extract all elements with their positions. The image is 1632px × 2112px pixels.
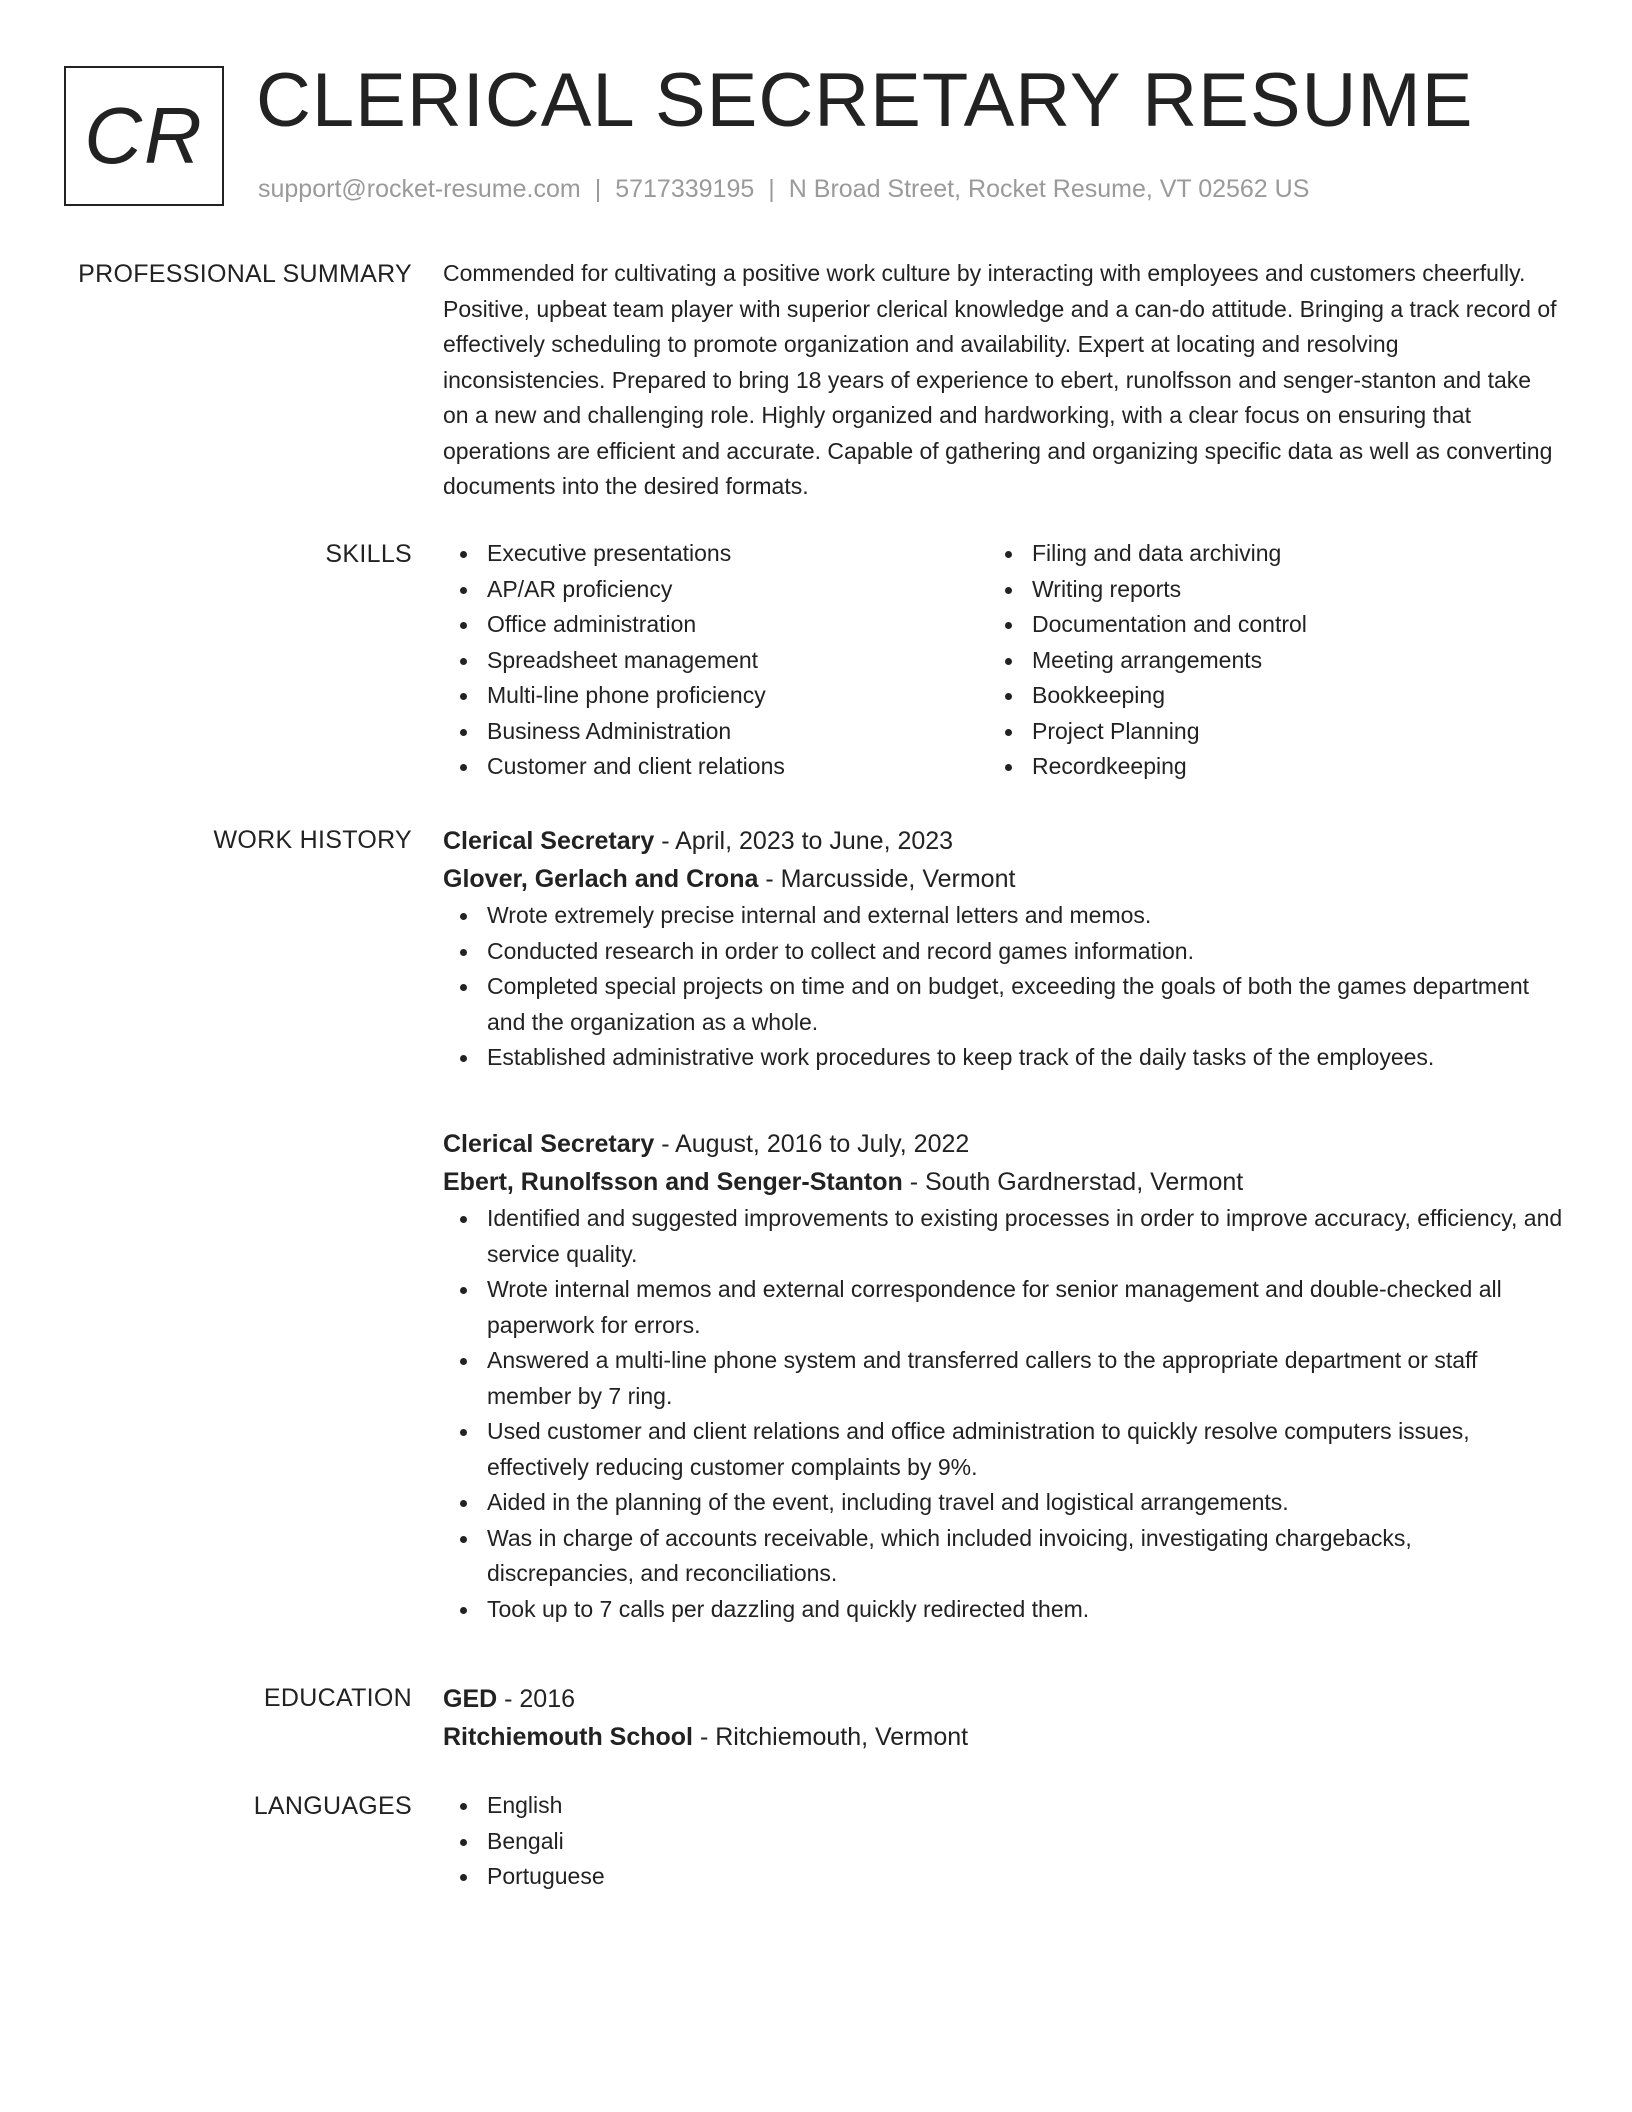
job-title: Clerical Secretary bbox=[443, 1130, 655, 1158]
contact-separator: | bbox=[768, 175, 775, 203]
job-entry bbox=[443, 1125, 1563, 1627]
skill-item: Recordkeeping bbox=[988, 749, 1533, 785]
job-title-line bbox=[443, 1125, 1563, 1163]
languages-body bbox=[443, 1788, 1563, 1895]
skill-item: Multi-line phone proficiency bbox=[443, 678, 988, 714]
skills-list bbox=[443, 536, 1563, 785]
job-location: - Marcusside, Vermont bbox=[758, 865, 1016, 893]
job-company: Glover, Gerlach and Crona bbox=[443, 865, 759, 893]
job-title-line bbox=[443, 822, 1563, 860]
skills-column-left bbox=[443, 536, 988, 785]
summary-text: Commended for cultivating a positive work culture by interacting with employees and customers cheerfully. Positive, upbeat team player with superior clerical knowledge and a can-do attitude. Bringing a track record of effectively scheduling to promote organization and availability. Expert at locating and resolving inconsistencies. Prepared to bring 18 years of experience to ebert, runolfsson and senger-stanton and take on a new and challenging role. Highly organized and hardworking, with a clear focus on ensuring that operations are efficient and accurate. Capable of gathering and organizing specific data as well as converting documents into the desired formats. bbox=[443, 260, 1557, 499]
languages-list bbox=[443, 1788, 1563, 1895]
job-dates: - April, 2023 to June, 2023 bbox=[654, 827, 954, 855]
languages-heading: LANGUAGES bbox=[253, 1792, 412, 1820]
contact-separator: | bbox=[594, 175, 602, 203]
job-duty: Identified and suggested improvements to existing processes in order to improve accuracy, efficiency, and service quality. bbox=[443, 1201, 1563, 1272]
education-school: Ritchiemouth School bbox=[443, 1723, 693, 1751]
skill-item: Documentation and control bbox=[988, 607, 1533, 643]
skill-item: Bookkeeping bbox=[988, 678, 1533, 714]
language-item: English bbox=[443, 1788, 1563, 1824]
summary-body bbox=[443, 256, 1563, 505]
monogram-logo: CR bbox=[64, 66, 224, 206]
skill-item: Executive presentations bbox=[443, 536, 988, 572]
education-school-line bbox=[443, 1718, 1563, 1756]
contact-address: N Broad Street, Rocket Resume, VT 02562 US bbox=[788, 175, 1310, 203]
skills-column-right bbox=[988, 536, 1533, 785]
summary-heading: PROFESSIONAL SUMMARY bbox=[78, 260, 412, 288]
job-duty: Conducted research in order to collect and record games information. bbox=[443, 934, 1563, 970]
job-duty: Was in charge of accounts receivable, which included invoicing, investigating chargebacks, discrepancies, and reconciliations. bbox=[443, 1521, 1563, 1592]
job-duty: Wrote extremely precise internal and external letters and memos. bbox=[443, 898, 1563, 934]
education-body bbox=[443, 1680, 1563, 1756]
skill-item: Filing and data archiving bbox=[988, 536, 1533, 572]
job-title: Clerical Secretary bbox=[443, 827, 655, 855]
job-duty: Completed special projects on time and on budget, exceeding the goals of both the games department and the organization as a whole. bbox=[443, 969, 1563, 1040]
job-entry bbox=[443, 822, 1563, 1076]
work-history-heading: WORK HISTORY bbox=[213, 826, 412, 854]
skill-item: Meeting arrangements bbox=[988, 643, 1533, 679]
education-degree: GED bbox=[443, 1685, 498, 1713]
education-degree-line bbox=[443, 1680, 1563, 1718]
job-company: Ebert, Runolfsson and Senger-Stanton bbox=[443, 1168, 903, 1196]
contact-phone: 5717339195 bbox=[615, 175, 755, 203]
language-item: Portuguese bbox=[443, 1859, 1563, 1895]
education-heading: EDUCATION bbox=[263, 1684, 412, 1712]
skill-item: Spreadsheet management bbox=[443, 643, 988, 679]
job-company-line bbox=[443, 1163, 1563, 1201]
job-duty: Aided in the planning of the event, including travel and logistical arrangements. bbox=[443, 1485, 1563, 1521]
skill-item: Customer and client relations bbox=[443, 749, 988, 785]
resume-title: CLERICAL SECRETARY RESUME bbox=[256, 58, 1474, 143]
job-duty: Wrote internal memos and external correspondence for senior management and double-checked all paperwork for errors. bbox=[443, 1272, 1563, 1343]
skill-item: AP/AR proficiency bbox=[443, 572, 988, 608]
contact-line bbox=[258, 173, 1309, 205]
skill-item: Project Planning bbox=[988, 714, 1533, 750]
job-duty: Used customer and client relations and office administration to quickly resolve computers issues, effectively reducing customer complaints by 9%. bbox=[443, 1414, 1563, 1485]
job-duty: Answered a multi-line phone system and transferred callers to the appropriate department or staff member by 7 ring. bbox=[443, 1343, 1563, 1414]
education-year: - 2016 bbox=[497, 1685, 576, 1713]
job-duty: Took up to 7 calls per dazzling and quickly redirected them. bbox=[443, 1592, 1563, 1628]
language-item: Bengali bbox=[443, 1824, 1563, 1860]
job-duty: Established administrative work procedures to keep track of the daily tasks of the employees. bbox=[443, 1040, 1563, 1076]
job-location: - South Gardnerstad, Vermont bbox=[902, 1168, 1244, 1196]
job-duties bbox=[443, 898, 1563, 1076]
skill-item: Office administration bbox=[443, 607, 988, 643]
skill-item: Writing reports bbox=[988, 572, 1533, 608]
skills-heading: SKILLS bbox=[325, 540, 412, 568]
education-location: - Ritchiemouth, Vermont bbox=[693, 1723, 969, 1751]
skill-item: Business Administration bbox=[443, 714, 988, 750]
job-company-line bbox=[443, 860, 1563, 898]
contact-email: support@rocket-resume.com bbox=[258, 175, 581, 203]
job-dates: - August, 2016 to July, 2022 bbox=[654, 1130, 970, 1158]
job-duties bbox=[443, 1201, 1563, 1627]
